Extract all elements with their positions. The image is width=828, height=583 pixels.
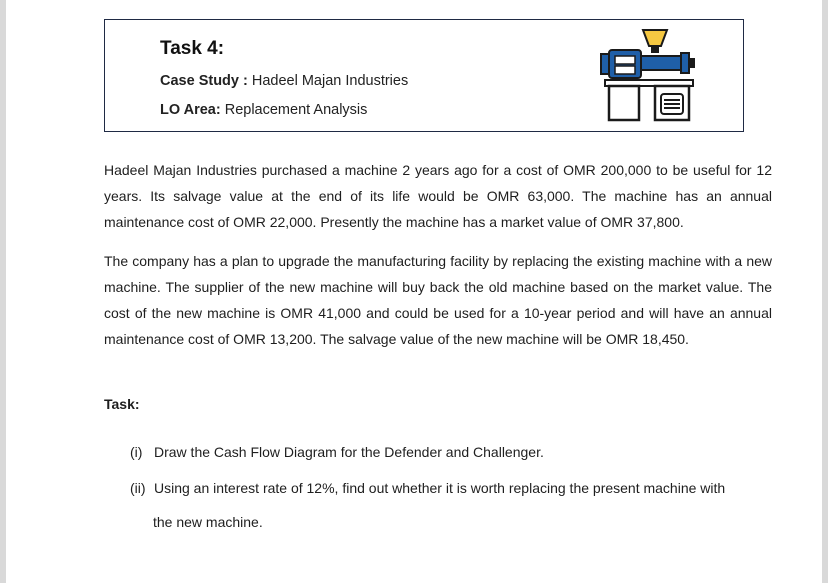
paragraph-defender: Hadeel Majan Industries purchased a machine 2 years ago for a cost of OMR 200,000 to be useful for 12 years. Its salvage value at the end of its life would be OMR 63,000. The machine has an annual maintenance cost of OMR 22,000. Presently the machine has a market value of OMR 37,800. bbox=[104, 162, 772, 230]
task-item-text: Draw the Cash Flow Diagram for the Defender and Challenger. bbox=[154, 444, 544, 460]
case-study-line bbox=[160, 73, 408, 89]
task-header-box bbox=[104, 19, 744, 132]
task-item-number: (ii) bbox=[130, 480, 146, 496]
case-study-label: Case Study : bbox=[160, 73, 252, 89]
task-item-number: (i) bbox=[130, 444, 143, 460]
task-title: Task 4: bbox=[160, 38, 225, 59]
lo-area-label: LO Area: bbox=[160, 102, 225, 118]
lo-area-value: Replacement Analysis bbox=[224, 102, 368, 118]
industrial-machine-icon bbox=[595, 28, 703, 124]
paragraph-challenger: The company has a plan to upgrade the manufacturing facility by replacing the existing machine with a new machine. The supplier of the new machine will buy back the old machine based on the market value. The cost of the new machine is OMR 41,000 and could be used for a 10-year period and will have an annual maintenance cost of OMR 13,200. The salvage value of the new machine will be OMR 18,450. bbox=[104, 253, 772, 347]
task-item-1 bbox=[130, 444, 544, 460]
document-page bbox=[6, 0, 822, 583]
task-item-2 bbox=[130, 480, 725, 496]
lo-area-line bbox=[160, 102, 367, 118]
task-item-2-continuation: the new machine. bbox=[153, 514, 263, 530]
task-label: Task: bbox=[104, 396, 140, 412]
task-item-text: Using an interest rate of 12%, find out whether it is worth replacing the present machine with bbox=[154, 480, 726, 496]
case-study-value: Hadeel Majan Industries bbox=[251, 73, 409, 89]
